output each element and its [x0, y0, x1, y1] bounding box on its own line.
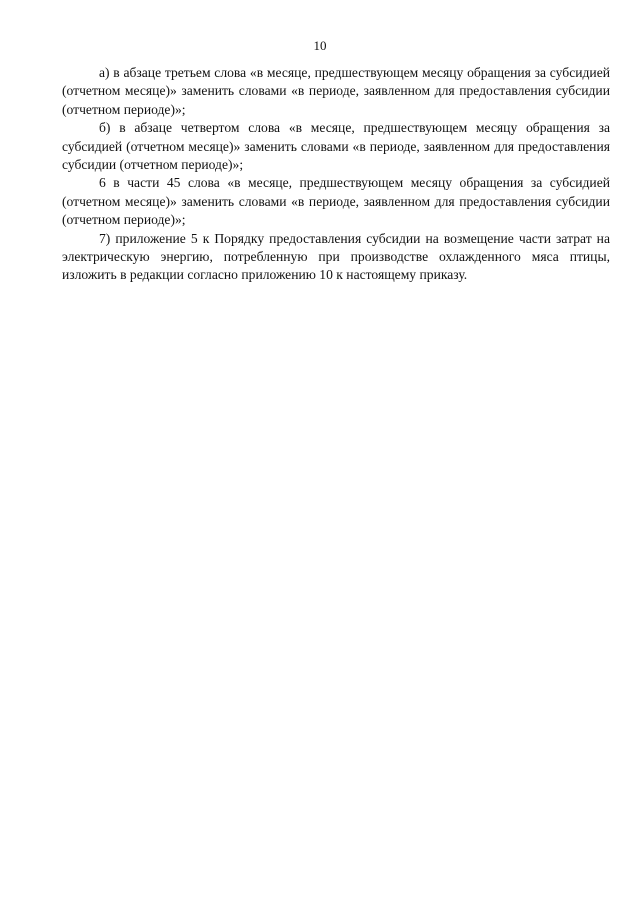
paragraph-b: б) в абзаце четвертом слова «в месяце, предшествующем месяцу обращения за субсидией (отчетном месяце)» заменить словами «в периоде, заявленном для предоставления субсидии (отчетном периоде)»;	[62, 120, 610, 173]
document-body	[62, 64, 610, 285]
paragraph-7: 7) приложение 5 к Порядку предоставления субсидии на возмещение части затрат на электрическую энергию, потребленную при производстве охлажденного мяса птицы, изложить в редакции согласно приложению 10 к настоящему приказу.	[62, 230, 610, 283]
paragraph-a: а) в абзаце третьем слова «в месяце, предшествующем месяцу обращения за субсидией (отчетном месяце)» заменить словами «в периоде, заявленном для предоставления субсидии (отчетном периоде)»;	[62, 65, 610, 117]
page-number: 10	[313, 38, 327, 53]
paragraph-part-45: 6 в части 45 слова «в месяце, предшествующем месяцу обращения за субсидией (отчетном месяце)» заменить словами «в периоде, заявленном для предоставления субсидии (отчетном периоде)»;	[62, 175, 610, 228]
